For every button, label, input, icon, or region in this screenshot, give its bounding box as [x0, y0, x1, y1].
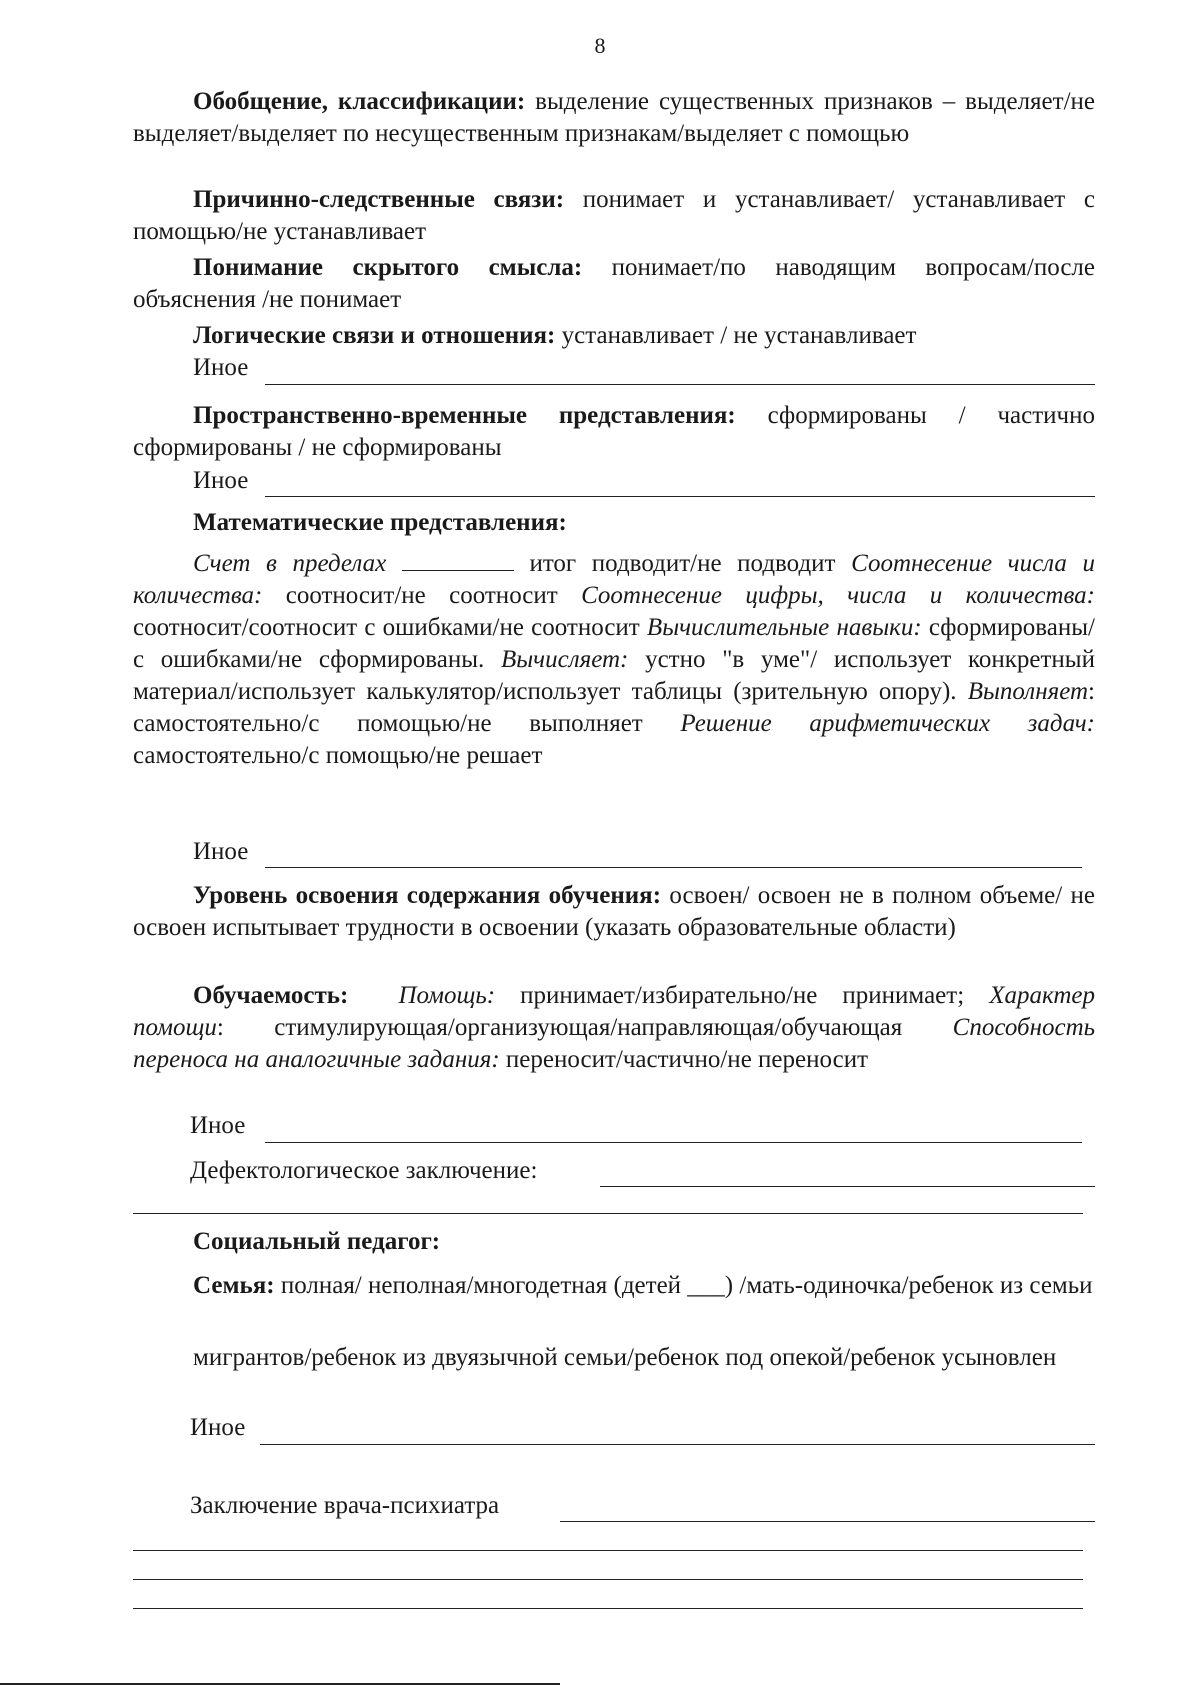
perform-text: : самостоятельно/с помощью/не выполняет	[133, 678, 1095, 737]
other-label-2: Иное	[193, 467, 249, 494]
hidden-meaning-paragraph	[133, 252, 1095, 316]
hidden-meaning-text: понимает/по наводящим вопросам/после объяснения /не понимает	[133, 254, 1095, 313]
calc-label: Вычисляет:	[500, 646, 629, 673]
generalization-label: Обобщение, классификации:	[193, 88, 526, 115]
learnability-paragraph	[133, 980, 1095, 1076]
math-paragraph	[133, 548, 1095, 772]
other-field-3[interactable]	[265, 867, 1082, 868]
character-label: Характер помощи	[133, 982, 1096, 1041]
skills-text: сформированы/с ошибками/не сформированы.	[133, 614, 1095, 673]
transfer-label: Способность переноса на аналогичные задания:	[133, 1014, 1095, 1073]
other-field-2[interactable]	[265, 496, 1095, 497]
help-text: принимает/избирательно/не принимает;	[495, 982, 990, 1009]
learnability-label: Обучаемость:	[193, 982, 349, 1009]
psychiatrist-field-3[interactable]	[133, 1579, 1083, 1580]
perform-label: Выполняет	[967, 678, 1089, 705]
psychiatrist-field-4[interactable]	[133, 1608, 1083, 1609]
level-text: освоен/ освоен не в полном объеме/ не освоен испытывает трудности в освоении (указать образовательные области)	[133, 882, 1096, 941]
math-heading-paragraph	[133, 507, 1095, 539]
other-label-3: Иное	[193, 838, 249, 865]
page-bottom-rule	[0, 1683, 560, 1685]
social-heading: Социальный педагог:	[193, 1228, 441, 1255]
family-label: Семья:	[193, 1272, 275, 1299]
calc-text: устно "в уме"/ использует конкретный материал/использует калькулятор/использует таблицы (зрительную опору).	[133, 646, 1095, 705]
other-label-1: Иное	[193, 354, 249, 381]
family-paragraph-2	[133, 1342, 1095, 1374]
family-paragraph	[133, 1270, 1095, 1302]
psychiatrist-field-2[interactable]	[133, 1550, 1083, 1551]
hidden-meaning-label: Понимание скрытого смысла:	[193, 254, 583, 281]
psychiatrist-field[interactable]	[560, 1521, 1095, 1522]
tasks-text: самостоятельно/с помощью/не решает	[133, 742, 543, 769]
spatial-label: Пространственно-временные представления:	[193, 402, 736, 429]
defect-conclusion-field[interactable]	[600, 1186, 1095, 1187]
page-number: 8	[594, 33, 606, 58]
digit-label: Соотнесение цифры, числа и количества:	[581, 582, 1095, 609]
digit-text: соотносит/соотносит с ошибками/не соотносит	[133, 614, 647, 641]
social-heading-paragraph	[133, 1226, 1095, 1258]
tasks-label: Решение арифметических задач:	[680, 710, 1095, 737]
defect-conclusion-field-2[interactable]	[133, 1213, 1083, 1214]
skills-label: Вычислительные навыки:	[646, 614, 922, 641]
other-field-4[interactable]	[265, 1142, 1082, 1143]
count-text: итог подводит/не подводит	[513, 550, 852, 577]
causal-label: Причинно-следственные связи:	[193, 186, 565, 213]
spatial-paragraph	[133, 400, 1095, 464]
defect-conclusion-label: Дефектологическое заключение:	[190, 1157, 538, 1184]
other-field-1[interactable]	[265, 384, 1095, 385]
math-heading: Математические представления:	[193, 509, 567, 536]
num-qty-text: соотносит/не соотносит	[262, 582, 582, 609]
logic-text: устанавливает / не устанавливает	[555, 322, 917, 349]
causal-text: понимает и устанавливает/ устанавливает с помощью/не устанавливает	[133, 186, 1095, 245]
level-paragraph	[133, 880, 1095, 944]
help-label: Помощь:	[398, 982, 496, 1009]
logic-label: Логические связи и отношения:	[193, 322, 556, 349]
generalization-text: выделение существенных признаков – выделяет/не выделяет/выделяет по несущественным признакам/выделяет с помощью	[133, 88, 1095, 147]
other-field-5[interactable]	[260, 1444, 1095, 1445]
psychiatrist-label: Заключение врача-психиатра	[190, 1492, 500, 1519]
count-label: Счет в пределах	[193, 550, 387, 577]
causal-paragraph	[133, 184, 1095, 248]
num-qty-label: Соотнесение числа и количества:	[133, 550, 1096, 609]
level-label: Уровень освоения содержания обучения:	[193, 882, 662, 909]
spatial-text: сформированы / частично сформированы / не сформированы	[133, 402, 1095, 461]
other-label-5: Иное	[190, 1414, 246, 1441]
generalization-paragraph	[133, 86, 1095, 150]
logic-paragraph	[133, 320, 1095, 352]
transfer-text: переносит/частично/не переносит	[499, 1046, 869, 1073]
other-label-4: Иное	[190, 1112, 246, 1139]
character-text: : стимулирующая/организующая/направляющая/обучающая	[216, 1014, 953, 1041]
count-blank[interactable]	[402, 550, 514, 571]
family-text: полная/ неполная/многодетная (детей ___) /мать-одиночка/ребенок из семьи	[274, 1272, 1093, 1299]
family-text-2: мигрантов/ребенок из двуязычной семьи/ребенок под опекой/ребенок усыновлен	[193, 1344, 1057, 1371]
